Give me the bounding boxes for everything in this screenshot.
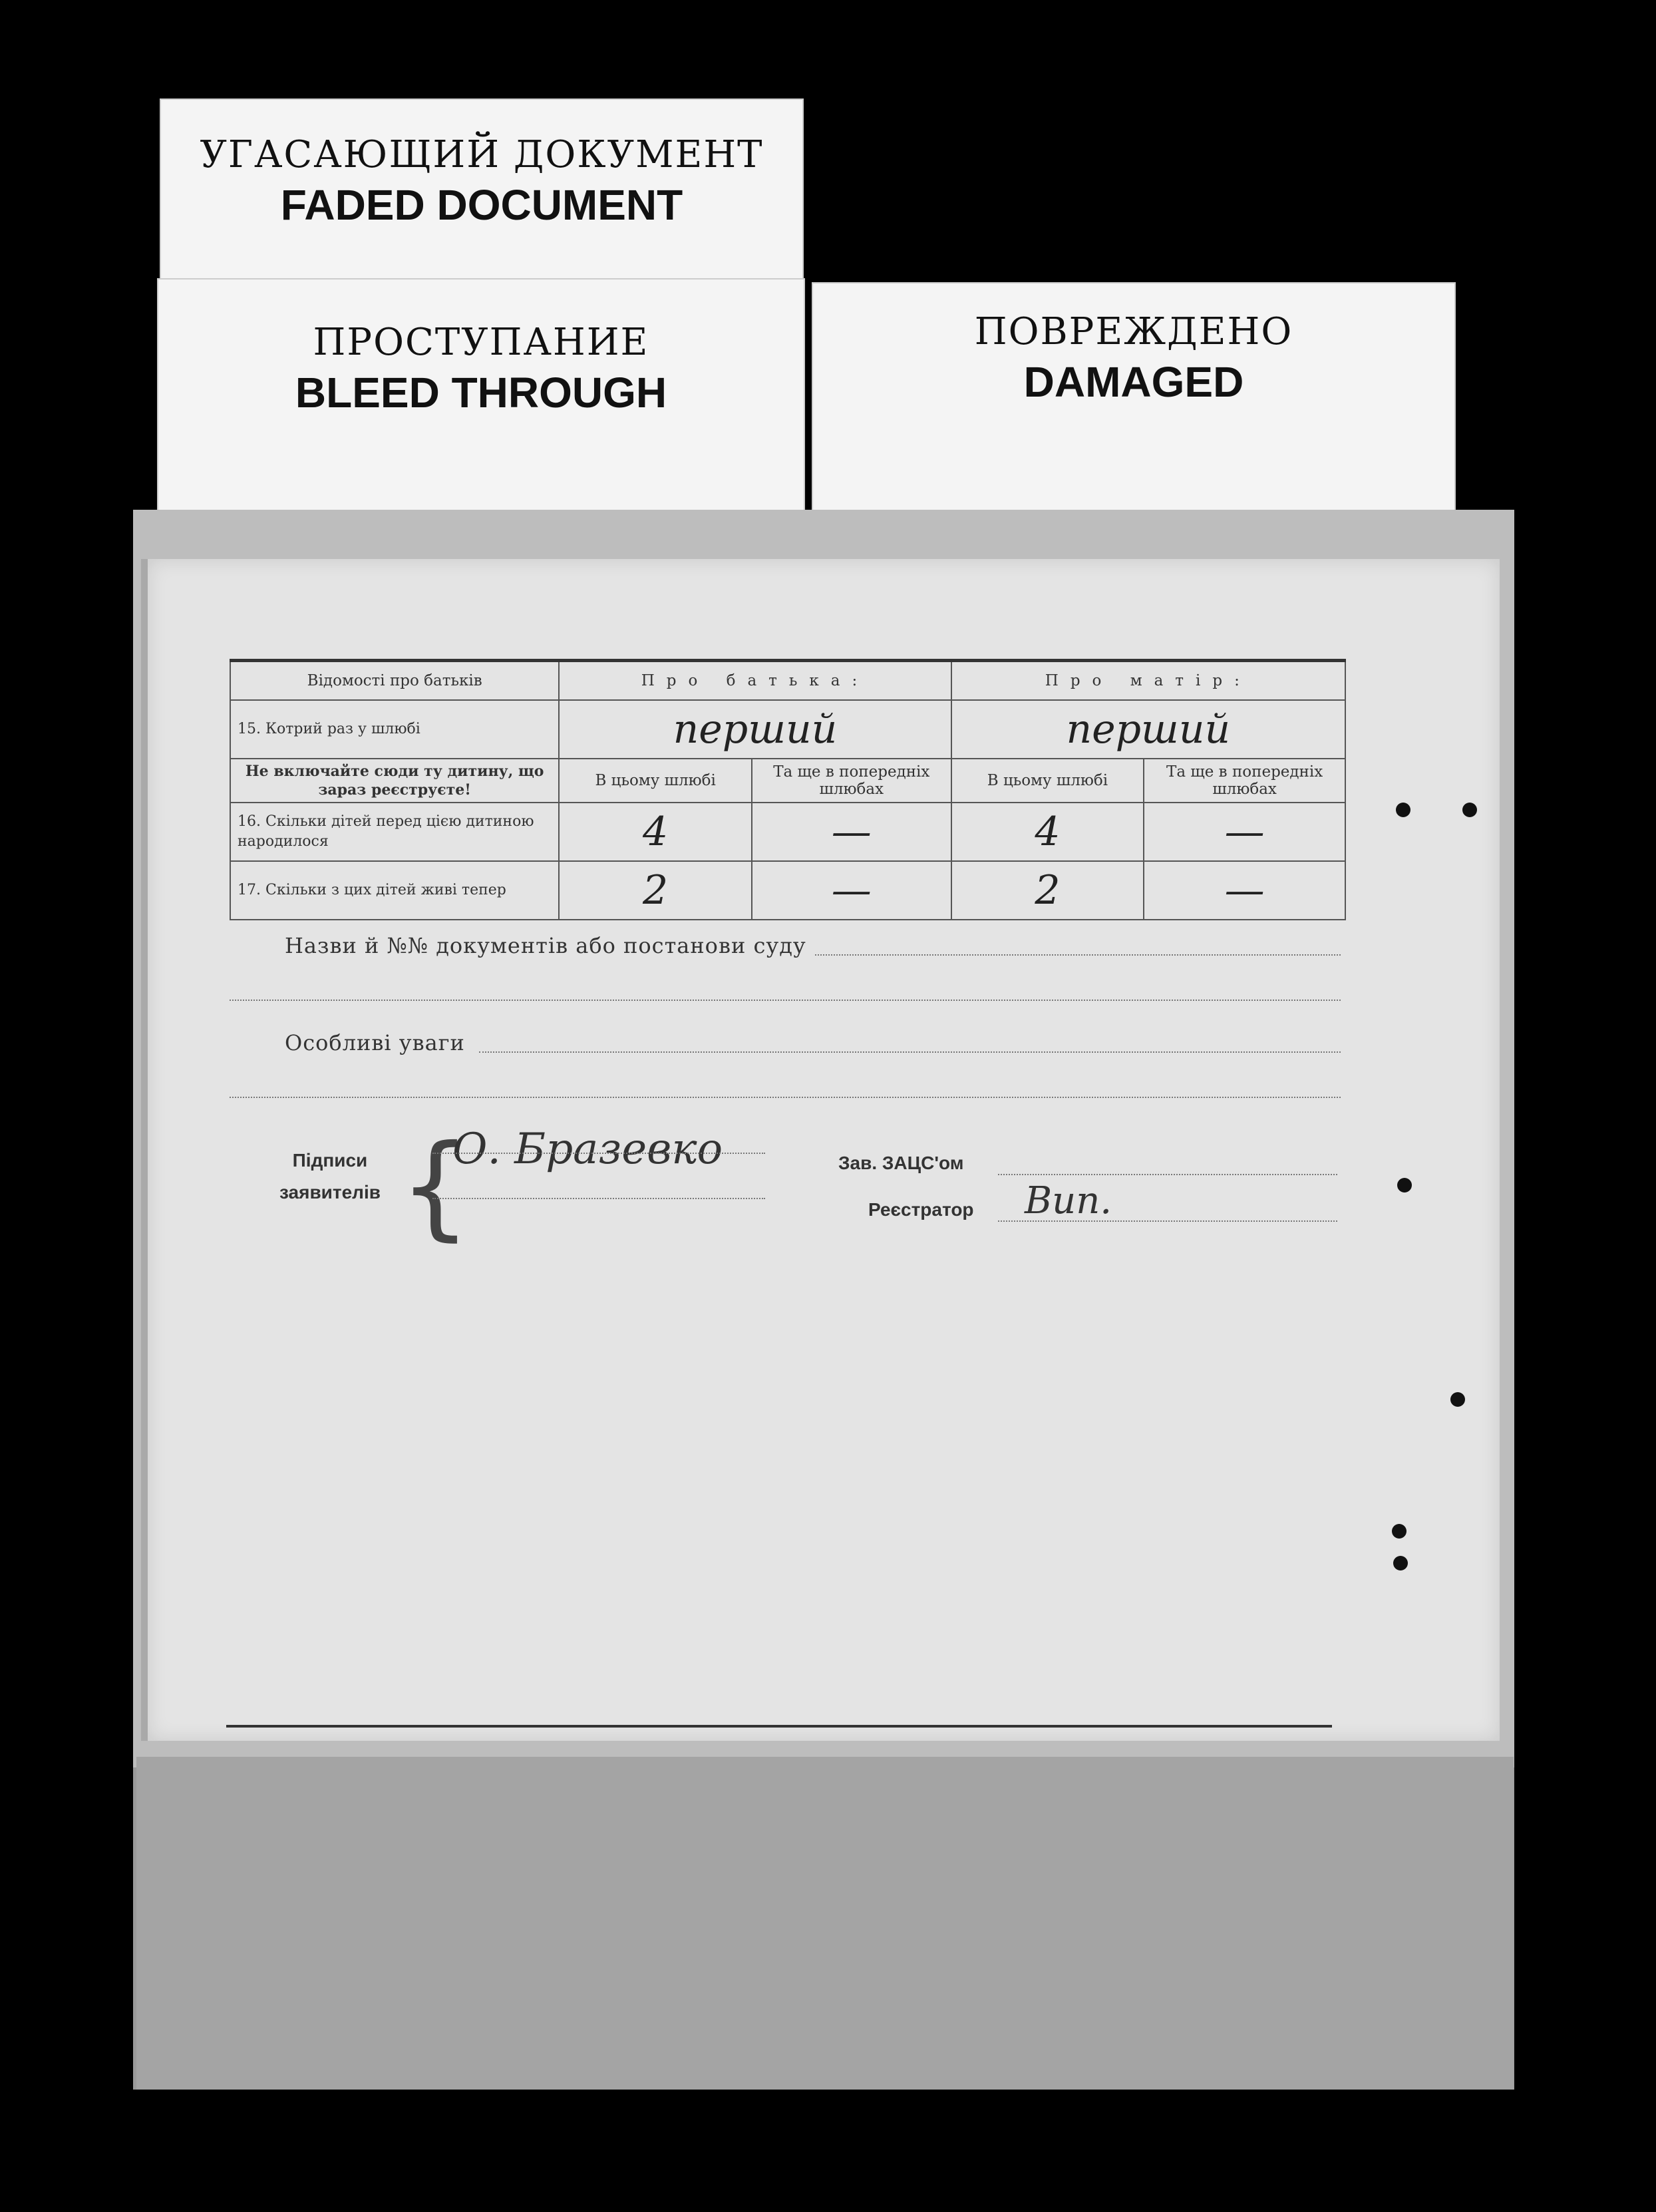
note-label: Не включайте сюди ту дитину, що зараз реєструєте! bbox=[230, 759, 559, 803]
notes-dotted-line-2 bbox=[230, 1097, 1341, 1098]
head-signature-line bbox=[998, 1174, 1337, 1175]
note-col2: Та ще в попередніх шлюбах bbox=[752, 759, 951, 803]
signature-line-1 bbox=[432, 1153, 765, 1154]
documents-label: Назви й №№ документів або постанови суду bbox=[285, 933, 806, 958]
table-row bbox=[230, 759, 1345, 803]
row17-v3: 2 bbox=[951, 861, 1144, 920]
row17-label: 17. Скільки з цих дітей живі тепер bbox=[230, 861, 559, 920]
punch-hole bbox=[1450, 1392, 1465, 1407]
header-label: Відомості про батьків bbox=[230, 661, 559, 701]
row15-label: 15. Котрий раз у шлюбі bbox=[230, 700, 559, 759]
faded-card-ru: УГАСАЮЩИЙ ДОКУМЕНТ bbox=[200, 133, 764, 176]
damaged-card-en: DAMAGED bbox=[1023, 358, 1244, 406]
bleed-card-en: BLEED THROUGH bbox=[295, 369, 667, 417]
applicants-signatures-label bbox=[279, 1145, 381, 1208]
registrar-signature: Вип. bbox=[1025, 1179, 1112, 1222]
note-col3: В цьому шлюбі bbox=[951, 759, 1144, 803]
row17-v2: — bbox=[752, 861, 951, 920]
table-header-row bbox=[230, 661, 1345, 701]
note-col4: Та ще в попередніх шлюбах bbox=[1144, 759, 1345, 803]
table-row bbox=[230, 803, 1345, 861]
header-mother: Про матір: bbox=[951, 661, 1345, 701]
documents-dotted-line bbox=[815, 954, 1341, 956]
applicant-signature: О. Бразевко bbox=[452, 1125, 723, 1174]
applicants-label-2: заявителів bbox=[279, 1182, 381, 1202]
row17-v4: — bbox=[1144, 861, 1345, 920]
note-col1: В цьому шлюбі bbox=[559, 759, 752, 803]
applicants-label-1: Підписи bbox=[292, 1150, 368, 1171]
row15-father: перший bbox=[559, 700, 951, 759]
damaged-card-ru: ПОВРЕЖДЕНО bbox=[974, 310, 1293, 353]
table-row bbox=[230, 861, 1345, 920]
row17-v1: 2 bbox=[559, 861, 752, 920]
registrar-label: Реєстратор bbox=[868, 1199, 974, 1220]
row15-mother: перший bbox=[951, 700, 1345, 759]
row16-label: 16. Скільки дітей перед цією дитиною народилося bbox=[230, 803, 559, 861]
punch-hole bbox=[1396, 803, 1410, 817]
header-father: Про батька: bbox=[559, 661, 951, 701]
faded-card-en: FADED DOCUMENT bbox=[280, 181, 683, 229]
row16-v4: — bbox=[1144, 803, 1345, 861]
damaged-card bbox=[812, 282, 1456, 514]
row16-v1: 4 bbox=[559, 803, 752, 861]
bleed-through-card bbox=[157, 278, 805, 524]
head-zags-label: Зав. ЗАЦС'ом bbox=[838, 1153, 964, 1173]
notes-label: Особливі уваги bbox=[285, 1030, 465, 1055]
bottom-rule bbox=[226, 1725, 1332, 1728]
brace-glyph: { bbox=[399, 1121, 472, 1252]
punch-hole bbox=[1392, 1524, 1407, 1539]
punch-hole bbox=[1393, 1556, 1408, 1570]
bleed-card-ru: ПРОСТУПАНИЕ bbox=[313, 321, 649, 364]
punch-hole bbox=[1462, 803, 1477, 817]
parents-info-table bbox=[230, 659, 1346, 920]
notes-dotted-line bbox=[479, 1051, 1341, 1053]
documents-dotted-line-2 bbox=[230, 1000, 1341, 1001]
punch-hole bbox=[1397, 1178, 1412, 1193]
signature-line-2 bbox=[432, 1198, 765, 1199]
table-row bbox=[230, 700, 1345, 759]
row16-v2: — bbox=[752, 803, 951, 861]
row16-v3: 4 bbox=[951, 803, 1144, 861]
folder-lower-part bbox=[136, 1757, 1514, 2090]
